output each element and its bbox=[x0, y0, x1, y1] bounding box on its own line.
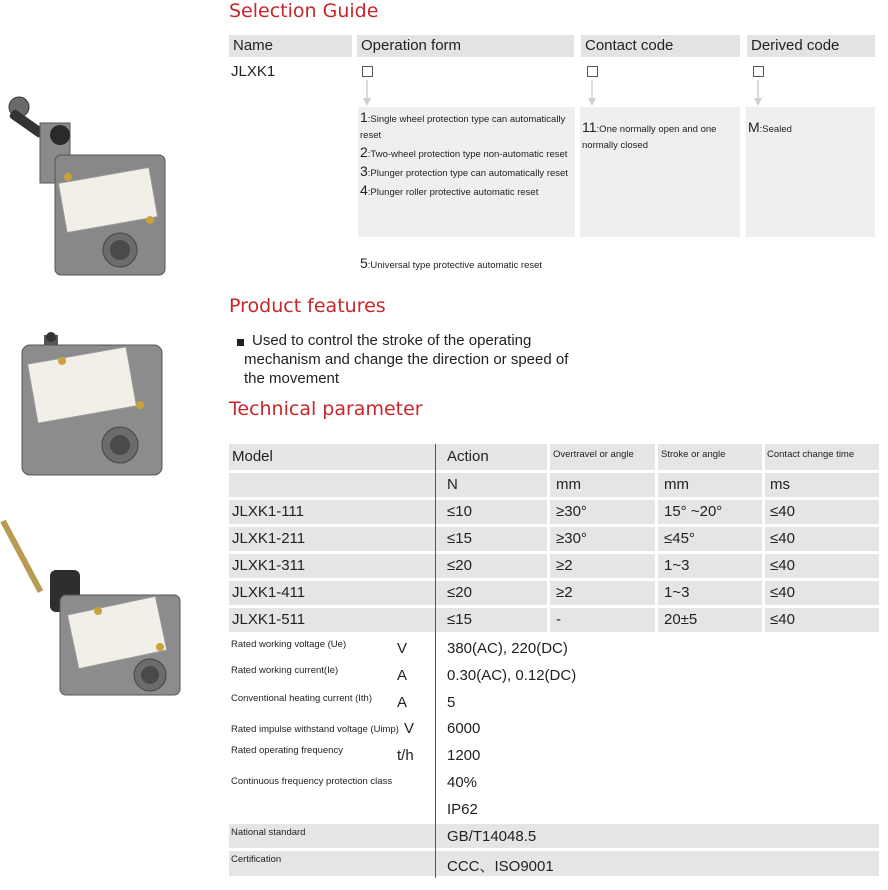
param-value: 380(AC), 220(DC) bbox=[447, 640, 568, 657]
operation-options bbox=[358, 107, 575, 237]
stroke-cell: 15° ~20° bbox=[664, 503, 723, 520]
model-cell: JLXK1-211 bbox=[232, 530, 306, 547]
stroke-cell: ≤45° bbox=[664, 530, 695, 547]
bullet-icon bbox=[237, 339, 244, 346]
param-label: Rated impulse withstand voltage (Uimp) bbox=[231, 724, 399, 735]
connector-derived bbox=[751, 78, 771, 108]
contact-time-cell: ≤40 bbox=[770, 557, 795, 574]
param-value: GB/T14048.5 bbox=[447, 828, 537, 845]
param-unit: A bbox=[397, 694, 408, 711]
header-operation-form: Operation form bbox=[357, 35, 574, 57]
operation-option: 5:Universal type protective automatic reset bbox=[360, 255, 543, 271]
column-divider bbox=[655, 444, 658, 632]
action-cell: ≤15 bbox=[447, 611, 472, 628]
column-divider bbox=[547, 444, 550, 632]
table-row bbox=[229, 608, 879, 632]
unit-stroke: mm bbox=[664, 476, 689, 493]
switch-photo-roller-lever bbox=[0, 85, 185, 285]
switch-photo-rod-lever bbox=[0, 515, 185, 700]
stroke-cell: 20±5 bbox=[664, 611, 698, 628]
param-unit: A bbox=[397, 667, 408, 684]
technical-parameter-title: Technical parameter bbox=[229, 398, 423, 420]
unit-action: N bbox=[447, 476, 458, 493]
param-label: Rated operating frequency bbox=[231, 745, 343, 756]
table-row bbox=[229, 554, 879, 578]
header-name: Name bbox=[229, 35, 352, 57]
param-label: Rated working voltage (Ue) bbox=[231, 639, 347, 650]
overtravel-cell: ≥30° bbox=[556, 530, 587, 547]
header-overtravel: Overtravel or angle bbox=[553, 449, 634, 460]
operation-form-checkbox[interactable] bbox=[362, 66, 373, 77]
param-value: 1200 bbox=[447, 747, 481, 764]
param-row-certification bbox=[229, 851, 879, 876]
param-value: 5 bbox=[447, 694, 456, 711]
action-cell: ≤10 bbox=[447, 503, 472, 520]
model-cell: JLXK1-311 bbox=[232, 557, 306, 574]
model-cell: JLXK1-111 bbox=[232, 503, 304, 520]
feature-text: Used to control the stroke of the operating mechanism and change the direction or speed of the movement bbox=[244, 332, 569, 387]
param-label: National standard bbox=[231, 827, 306, 838]
operation-option: 2:Two-wheel protection type non-automatic reset bbox=[360, 144, 568, 160]
operation-option: 1:Single wheel protection type can automatically reset bbox=[360, 109, 566, 141]
derived-option: M:Sealed bbox=[746, 107, 875, 237]
overtravel-cell: ≥30° bbox=[556, 503, 587, 520]
param-value: CCC、ISO9001 bbox=[447, 858, 554, 875]
connector-operation bbox=[360, 78, 380, 108]
stroke-cell: 1~3 bbox=[664, 584, 690, 601]
header-action: Action bbox=[447, 448, 489, 465]
header-model: Model bbox=[232, 448, 273, 465]
param-value: 6000 bbox=[447, 720, 481, 737]
param-row-national-standard bbox=[229, 824, 879, 848]
unit-overtravel: mm bbox=[556, 476, 581, 493]
model-cell: JLXK1-511 bbox=[232, 611, 306, 628]
action-cell: ≤20 bbox=[447, 584, 472, 601]
product-features-title: Product features bbox=[229, 295, 386, 317]
param-value: IP62 bbox=[447, 801, 478, 818]
header-derived-code: Derived code bbox=[747, 35, 875, 57]
contact-option: 11:One normally open and one normally closed bbox=[580, 107, 740, 237]
header-contact-change: Contact change time bbox=[767, 449, 855, 460]
param-label: Continuous frequency protection class bbox=[231, 776, 393, 787]
param-label: Certification bbox=[231, 854, 282, 865]
param-unit: V bbox=[397, 640, 408, 657]
param-label: Conventional heating current (Ith) bbox=[231, 693, 372, 704]
operation-option: 3:Plunger protection type can automatically reset bbox=[360, 163, 568, 179]
param-unit: t/h bbox=[397, 747, 414, 764]
derived-code-checkbox[interactable] bbox=[753, 66, 764, 77]
selection-guide-title: Selection Guide bbox=[229, 0, 379, 22]
param-unit: V bbox=[404, 720, 415, 737]
table-row bbox=[229, 581, 879, 605]
header-contact-code: Contact code bbox=[581, 35, 740, 57]
model-cell: JLXK1-411 bbox=[232, 584, 306, 601]
overtravel-cell: - bbox=[556, 611, 561, 628]
column-divider bbox=[762, 444, 765, 632]
name-value: JLXK1 bbox=[231, 63, 276, 80]
action-cell: ≤15 bbox=[447, 530, 472, 547]
operation-option: 4:Plunger roller protective automatic reset bbox=[360, 182, 539, 198]
stroke-cell: 1~3 bbox=[664, 557, 690, 574]
red-divider bbox=[435, 444, 436, 878]
action-cell: ≤20 bbox=[447, 557, 472, 574]
table-row bbox=[229, 527, 879, 551]
contact-time-cell: ≤40 bbox=[770, 503, 795, 520]
param-label: Rated working current(Ie) bbox=[231, 665, 339, 676]
connector-contact bbox=[585, 78, 605, 108]
contact-time-cell: ≤40 bbox=[770, 584, 795, 601]
tech-units-row bbox=[229, 473, 879, 497]
tech-header-row bbox=[229, 444, 879, 470]
overtravel-cell: ≥2 bbox=[556, 557, 573, 574]
param-value: 40% bbox=[447, 774, 478, 791]
switch-photo-plunger bbox=[0, 325, 185, 485]
param-value: 0.30(AC), 0.12(DC) bbox=[447, 667, 577, 684]
overtravel-cell: ≥2 bbox=[556, 584, 573, 601]
header-stroke: Stroke or angle bbox=[661, 449, 726, 460]
contact-time-cell: ≤40 bbox=[770, 530, 795, 547]
table-row bbox=[229, 500, 879, 524]
contact-time-cell: ≤40 bbox=[770, 611, 795, 628]
contact-code-checkbox[interactable] bbox=[587, 66, 598, 77]
unit-contact-change: ms bbox=[770, 476, 790, 493]
